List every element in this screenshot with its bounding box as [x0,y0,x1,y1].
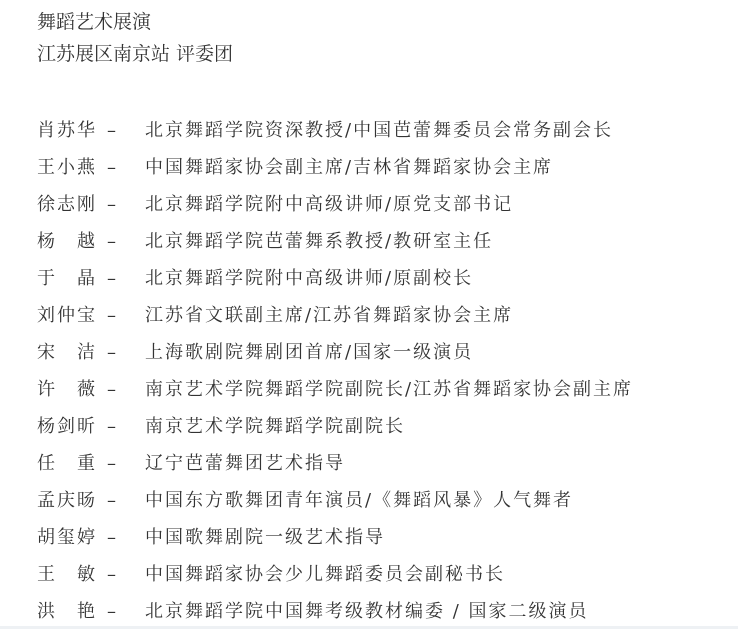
separator-dash: – [107,268,118,289]
member-title: 江苏省文联副主席/江苏省舞蹈家协会主席 [145,305,514,326]
list-item [37,371,737,408]
member-title: 中国歌舞剧院一级艺术指导 [145,527,385,548]
list-item [37,556,737,593]
judge-list [37,112,737,630]
header [37,6,233,70]
list-item [37,186,737,223]
member-title: 北京舞蹈学院中国舞考级教材编委 / 国家二级演员 [145,601,589,622]
member-name: 刘仲宝 [37,305,97,326]
separator-dash: – [107,601,118,622]
member-title: 辽宁芭蕾舞团艺术指导 [145,453,345,474]
member-title: 北京舞蹈学院附中高级讲师/原副校长 [145,268,474,289]
member-name: 于 晶 [37,268,97,289]
separator-dash: – [107,120,118,141]
member-name: 宋 洁 [37,342,97,363]
member-name: 任 重 [37,453,97,474]
separator-dash: – [107,564,118,585]
separator-dash: – [107,490,118,511]
member-name: 杨剑昕 [37,416,97,437]
separator-dash: – [107,527,118,548]
member-name: 王 敏 [37,564,97,585]
separator-dash: – [107,379,118,400]
member-name: 肖苏华 [37,120,97,141]
member-name: 孟庆旸 [37,490,97,511]
member-name: 胡玺婷 [37,527,97,548]
separator-dash: – [107,342,118,363]
page-subtitle: 江苏展区南京站 评委团 [37,43,234,65]
member-title: 南京艺术学院舞蹈学院副院长 [145,416,405,437]
separator-dash: – [107,157,118,178]
list-item [37,149,737,186]
list-item [37,334,737,371]
member-name: 王小燕 [37,157,97,178]
separator-dash: – [107,416,118,437]
member-title: 北京舞蹈学院资深教授/中国芭蕾舞委员会常务副会长 [145,120,614,141]
member-name: 洪 艳 [37,601,97,622]
member-name: 徐志刚 [37,194,97,215]
member-name: 杨 越 [37,231,97,252]
member-title: 南京艺术学院舞蹈学院副院长/江苏省舞蹈家协会副主席 [145,379,634,400]
page-title: 舞蹈艺术展演 [37,11,152,33]
member-title: 北京舞蹈学院芭蕾舞系教授/教研室主任 [145,231,494,252]
member-title: 中国舞蹈家协会副主席/吉林省舞蹈家协会主席 [145,157,554,178]
separator-dash: – [107,194,118,215]
list-item [37,445,737,482]
list-item [37,593,737,630]
member-name: 许 薇 [37,379,97,400]
list-item [37,112,737,149]
list-item [37,223,737,260]
separator-dash: – [107,305,118,326]
separator-dash: – [107,231,118,252]
member-title: 北京舞蹈学院附中高级讲师/原党支部书记 [145,194,514,215]
list-item [37,297,737,334]
member-title: 中国东方歌舞团青年演员/《舞蹈风暴》人气舞者 [145,490,574,511]
member-title: 上海歌剧院舞剧团首席/国家一级演员 [145,342,474,363]
list-item [37,519,737,556]
list-item [37,408,737,445]
member-title: 中国舞蹈家协会少儿舞蹈委员会副秘书长 [145,564,505,585]
list-item [37,260,737,297]
separator-dash: – [107,453,118,474]
list-item [37,482,737,519]
